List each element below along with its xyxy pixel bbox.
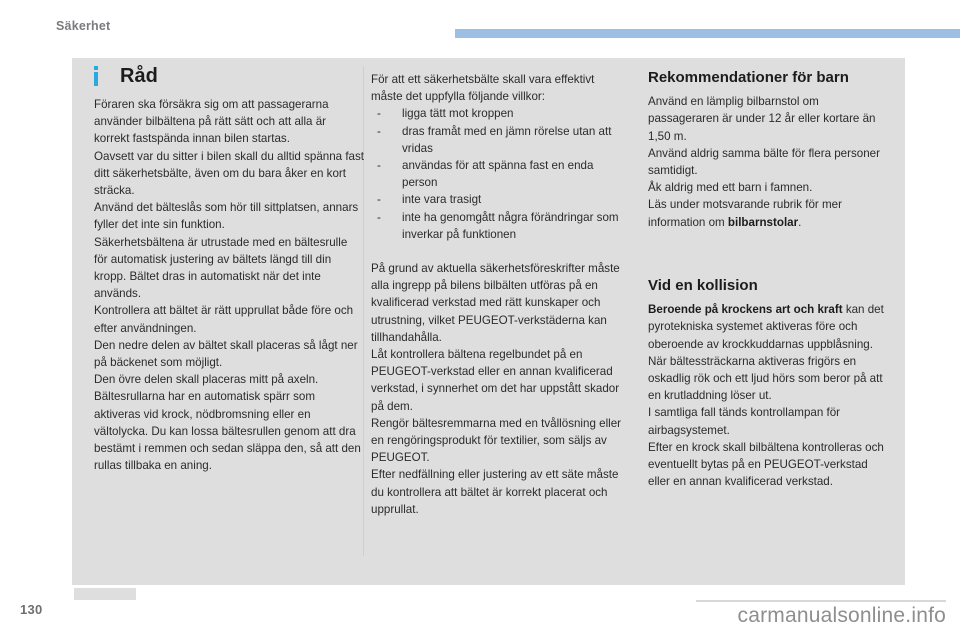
list-item-label: dras framåt med en jämn rörelse utan att vridas [402, 124, 612, 155]
bullet-marker: - [377, 159, 381, 173]
paragraph: För att ett säkerhetsbälte skall vara effektivt måste det uppfylla följande villkor: [371, 73, 595, 104]
paragraph: Efter nedfällning eller justering av ett säte måste du kontrollera att bältet är korrekt placerat och upprullat. [371, 468, 619, 516]
paragraph: Använd det bälteslås som hör till sittplatsen, annars fyller det inte sin funktion. [94, 201, 359, 232]
emphasis-krockens-art: Beroende på krockens art och kraft [648, 303, 843, 317]
paragraph: Använd aldrig samma bälte för flera personer samtidigt. [648, 146, 880, 178]
text-suffix: . [798, 215, 802, 229]
list-item-label: inte vara trasigt [402, 193, 482, 207]
bullet-marker: - [377, 107, 381, 121]
page-number: 130 [20, 602, 43, 617]
content-panel [72, 58, 905, 585]
list-item [371, 123, 629, 157]
bullet-marker: - [377, 193, 381, 207]
list-item [371, 105, 629, 122]
emphasis-bilbarnstolar: bilbarnstolar [727, 215, 799, 229]
list-item-label: användas för att spänna fast en enda person [402, 159, 594, 190]
paragraph: Den nedre delen av bältet skall placeras så lågt ner på bäckenet som möjligt. [94, 338, 358, 370]
bullet-marker: - [377, 124, 381, 138]
section-heading-rad [94, 66, 364, 87]
footer-tab [74, 588, 136, 600]
section-title-children: Rekommendationer för barn [648, 69, 849, 86]
columns-container [72, 58, 905, 585]
watermark-text: carmanualsonline.info [737, 604, 946, 627]
list-item-label: inte ha genomgått några förändringar som inverkar på funktionen [402, 210, 619, 241]
text-prefix: Läs under motsvarande rubrik för mer information om [648, 198, 842, 229]
paragraph: På grund av aktuella säkerhetsföreskrifter måste alla ingrepp på bilens bilbälten utföras på en kvalificerad verkstad med rätt kunskaper och utrustning, vilket PEUGEOT-verkstäderna kan tillhandahålla. [371, 262, 620, 344]
page-title: Råd [120, 65, 158, 87]
info-icon [94, 66, 98, 86]
watermark-rule [696, 600, 946, 602]
paragraph: Bältesrullarna har en automatisk spärr som aktiveras vid krock, nödbromsning eller en vältolycka. Du kan lossa bältesrullen genom att dra bestämt i remmen och sedan släppa den, så att den rullas tillbaka en aning. [94, 390, 361, 473]
column-three [648, 58, 888, 585]
paragraph: I samtliga fall tänds kontrollampan för airbagsystemet. [648, 406, 841, 437]
paragraph: När bältessträckarna aktiveras frigörs en oskadlig rök och ett ljud hörs som beror på att en krutladdning löser ut. [648, 354, 883, 403]
paragraph-with-emphasis [648, 196, 888, 230]
header-rule [455, 29, 960, 38]
column-two [371, 58, 629, 585]
paragraph: Föraren ska försäkra sig om att passagerarna använder bilbältena på rätt sätt och att alla är korrekt fastspända innan bilen startas. [94, 98, 329, 146]
list-item-label: ligga tätt mot kroppen [402, 107, 514, 121]
paragraph: Kontrollera att bältet är rätt upprullat både före och efter användningen. [94, 304, 354, 335]
text-rest: kan det pyrotekniska systemet aktiveras före och oberoende av krockkuddarnas uppblåsning. [648, 303, 884, 351]
paragraph: Låt kontrollera bältena regelbundet på en PEUGEOT-verkstad eller en annan kvalificerad verkstad, i synnerhet om det har uppstått skador på dem. [371, 348, 620, 413]
paragraph: Den övre delen skall placeras mitt på axeln. [94, 373, 319, 387]
paragraph-with-emphasis [648, 301, 888, 353]
chapter-title: Säkerhet [56, 19, 111, 33]
paragraph: Efter en krock skall bilbältena kontrolleras och eventuellt bytas på en PEUGEOT-verkstad eller en annan kvalificerad verkstad. [648, 440, 884, 489]
paragraph: Säkerhetsbältena är utrustade med en bältesrulle för automatisk justering av bältets längd till din kropp. Bältet dras in automatiskt när det inte används. [94, 235, 348, 301]
paragraph: Oavsett var du sitter i bilen skall du alltid spänna fast ditt säkerhetsbälte, även om du bara åker en kort sträcka. [94, 149, 365, 198]
paragraph: Rengör bältesremmarna med en tvållösning eller en rengöringsprodukt för textilier, som säljs av PEUGEOT. [371, 416, 622, 465]
paragraph: Åk aldrig med ett barn i famnen. [648, 181, 813, 195]
paragraph: Använd en lämplig bilbarnstol om passageraren är under 12 år eller kortare än 1,50 m. [648, 95, 876, 143]
page-header [0, 0, 960, 48]
column-one [94, 58, 364, 585]
list-item [371, 157, 629, 191]
section-title-collision: Vid en kollision [648, 276, 758, 294]
requirements-list [371, 105, 629, 243]
list-item [371, 209, 629, 243]
bullet-marker: - [377, 210, 381, 224]
list-item [371, 191, 629, 208]
